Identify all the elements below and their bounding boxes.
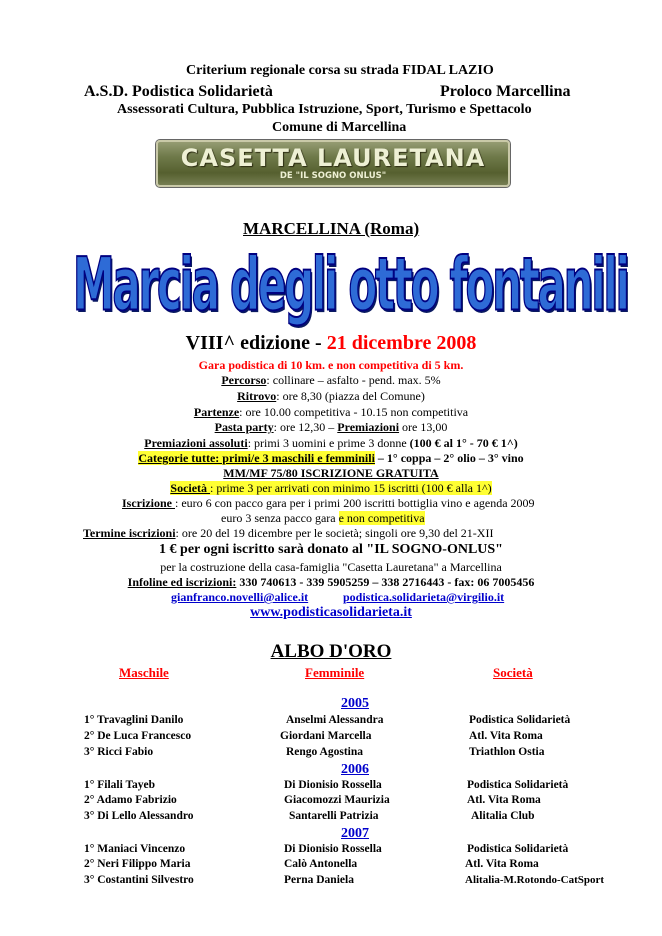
col-header-femminile: Femminile xyxy=(305,665,365,680)
iscrizione-label: Iscrizione xyxy=(122,496,175,510)
female-winner: Perna Daniela xyxy=(284,874,354,886)
club-winner: Atl. Vita Roma xyxy=(465,858,539,870)
male-winner: 3° Ricci Fabio xyxy=(84,746,154,758)
edition-prefix: VIII^ edizione - xyxy=(185,332,327,354)
club-winner: Podistica Solidarietà xyxy=(467,779,569,791)
percorso-label: Percorso xyxy=(221,373,267,387)
ritrovo-line xyxy=(0,389,662,404)
albo-title: ALBO D'ORO xyxy=(270,641,392,662)
percorso-value: : collinare – asfalto - pend. max. 5% xyxy=(266,373,441,387)
infoline-label: Infoline ed iscrizioni: xyxy=(127,575,237,589)
termine-line xyxy=(83,526,493,541)
banner-subtitle: DE "IL SOGNO ONLUS" xyxy=(279,171,387,181)
categorie-highlight: Categorie tutte: primi/e 3 maschili e femminili xyxy=(138,451,375,465)
assoluti-line xyxy=(0,436,662,451)
col-header-maschile: Maschile xyxy=(119,665,169,680)
event-title: Marcia degli otto fontanili xyxy=(72,242,628,328)
edition-date: 21 dicembre 2008 xyxy=(326,332,477,354)
female-winner: Santarelli Patrizia xyxy=(289,810,379,822)
female-winner: Anselmi Alessandra xyxy=(286,714,384,726)
club-winner: Atl. Vita Roma xyxy=(469,730,543,742)
club-winner: Alitalia-M.Rotondo-CatSport xyxy=(465,874,605,886)
termine-value: : ore 20 del 19 dicembre per le società; singoli ore 9,30 del 21-XII xyxy=(175,526,494,540)
assoluti-prize: (100 € al 1° - 70 € 1^) xyxy=(409,436,518,450)
termine-label: Termine iscrizioni xyxy=(83,526,176,540)
categorie-prizes: – 1° coppa – 2° olio – 3° vino xyxy=(374,451,524,465)
partenze-line xyxy=(0,405,662,420)
header-assessorati: Assessorati Cultura, Pubblica Istruzione, Sport, Turismo e Spettacolo xyxy=(117,102,532,117)
header-comune: Comune di Marcellina xyxy=(272,120,407,135)
org-podistica: A.S.D. Podistica Solidarietà xyxy=(84,83,273,100)
male-winner: 3° Di Lello Alessandro xyxy=(84,810,194,822)
female-winner: Di Dionisio Rossella xyxy=(284,843,382,855)
male-winner: 1° Filali Tayeb xyxy=(84,779,156,791)
female-winner: Rengo Agostina xyxy=(286,746,363,758)
location-heading: MARCELLINA (Roma) xyxy=(243,219,420,238)
header-line-fidal: Criterium regionale corsa su strada FIDAL LAZIO xyxy=(186,63,494,78)
male-winner: 2° Adamo Fabrizio xyxy=(84,794,177,806)
pasta-value: : ore 12,30 – xyxy=(273,420,338,434)
premiazioni-value: ore 13,00 xyxy=(399,420,448,434)
partenze-label: Partenze xyxy=(193,405,240,419)
email-link-1[interactable]: gianfranco.novelli@alice.it xyxy=(171,590,309,604)
year-2006: 2006 xyxy=(341,762,369,777)
male-winner: 3° Costantini Silvestro xyxy=(84,874,194,886)
assoluti-label: Premiazioni assoluti xyxy=(144,436,248,450)
club-winner: Atl. Vita Roma xyxy=(467,794,541,806)
pasta-label: Pasta party xyxy=(214,420,274,434)
website-link[interactable]: www.podisticasolidarieta.it xyxy=(250,605,412,620)
categorie-line xyxy=(0,451,662,466)
donation-headline: 1 € per ogni iscritto sarà donato al "IL SOGNO-ONLUS" xyxy=(159,542,503,557)
banner-title: CASETTA LAURETANA xyxy=(180,144,486,172)
col-header-societa: Società xyxy=(493,665,533,680)
female-winner: Di Dionisio Rossella xyxy=(284,779,382,791)
female-winner: Giordani Marcella xyxy=(280,730,372,742)
assoluti-value: : primi 3 uomini e prime 3 donne xyxy=(247,436,410,450)
percorso-line xyxy=(0,373,662,388)
iscrizione-line xyxy=(122,496,535,511)
email-link-2[interactable]: podistica.solidarieta@virgilio.it xyxy=(343,590,505,604)
club-winner: Podistica Solidarietà xyxy=(469,714,571,726)
partenze-value: : ore 10.00 competitiva - 10.15 non competitiva xyxy=(239,405,469,419)
societa-value: : prime 3 per arrivati con minimo 15 iscritti (100 € alla 1^) xyxy=(210,481,492,495)
societa-label: Società xyxy=(170,481,211,495)
infoline xyxy=(0,575,662,590)
club-winner: Triathlon Ostia xyxy=(469,746,545,758)
iscrizione-value: : euro 6 con pacco gara per i primi 200 iscritti bottiglia vino e agenda 2009 xyxy=(175,496,535,510)
ritrovo-value: : ore 8,30 (piazza del Comune) xyxy=(276,389,425,403)
male-winner: 2° De Luca Francesco xyxy=(84,730,192,742)
premiazioni-label: Premiazioni xyxy=(337,420,400,434)
infoline-value: 330 740613 - 339 5905259 – 338 2716443 - fax: 06 7005456 xyxy=(236,575,535,589)
edition-line xyxy=(0,332,662,355)
male-winner: 1° Maniaci Vincenzo xyxy=(84,843,186,855)
iscrizione-senza: euro 3 senza pacco gara xyxy=(221,511,339,525)
male-winner: 1° Travaglini Danilo xyxy=(84,714,184,726)
casetta-lauretana-banner xyxy=(156,140,510,187)
club-winner: Alitalia Club xyxy=(471,810,535,822)
ritrovo-label: Ritrovo xyxy=(237,389,277,403)
org-proloco: Proloco Marcellina xyxy=(440,83,571,100)
male-winner: 2° Neri Filippo Maria xyxy=(84,858,191,870)
societa-line xyxy=(0,481,662,496)
year-2007: 2007 xyxy=(341,826,369,841)
pasta-party-line xyxy=(0,420,662,435)
iscrizione-line2 xyxy=(221,511,425,526)
iscrizione-highlight: e non competitiva xyxy=(338,511,425,525)
race-info: Gara podistica di 10 km. e non competitiva di 5 km. xyxy=(198,358,464,372)
female-winner: Calò Antonella xyxy=(284,858,358,870)
year-2005: 2005 xyxy=(341,696,369,711)
club-winner: Podistica Solidarietà xyxy=(467,843,569,855)
female-winner: Giacomozzi Maurizia xyxy=(284,794,390,806)
donation-subline: per la costruzione della casa-famiglia "Casetta Lauretana" a Marcellina xyxy=(160,560,502,574)
mm-line: MM/MF 75/80 ISCRIZIONE GRATUITA xyxy=(223,466,439,480)
